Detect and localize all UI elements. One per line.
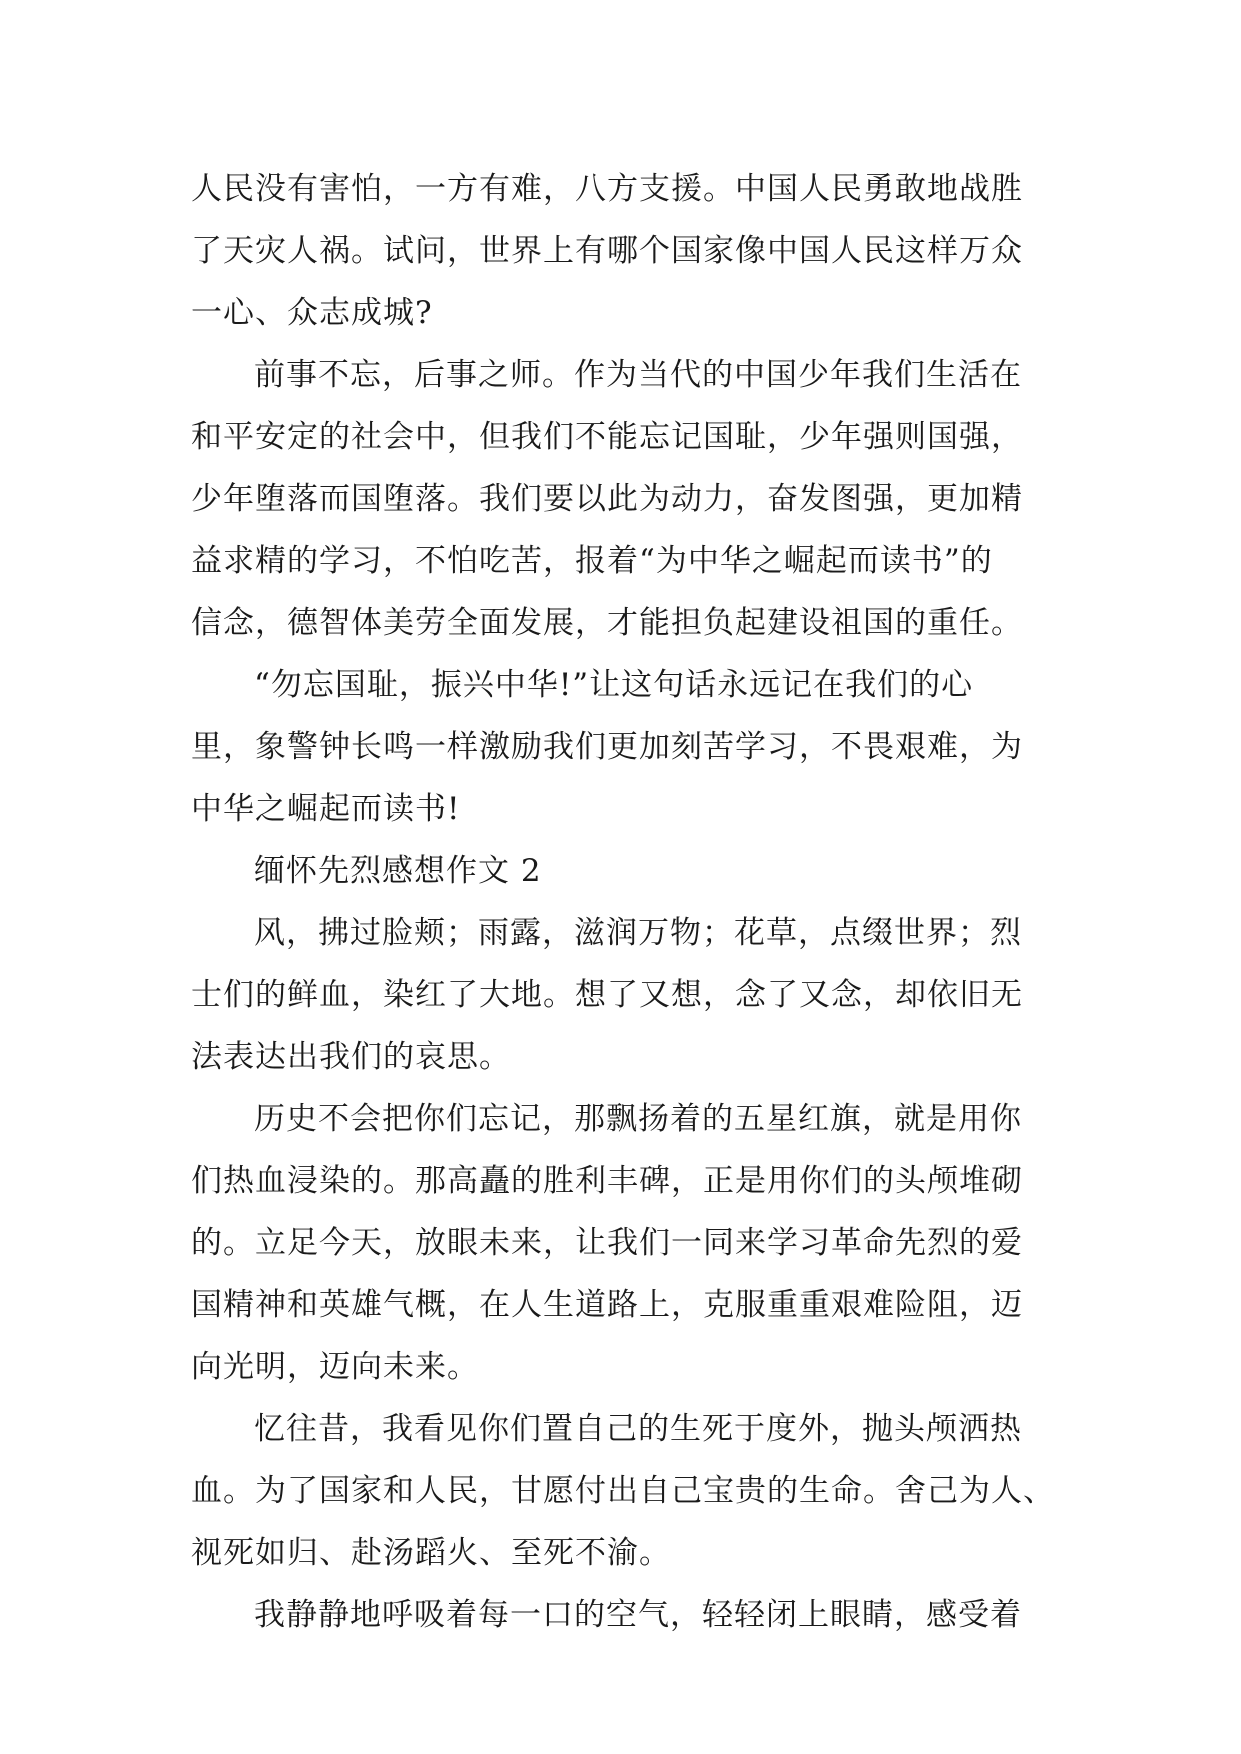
text-line: 的。立足今天，放眼未来，让我们一同来学习革命先烈的爱: [191, 1225, 1023, 1261]
text-line: 向光明，迈向未来。: [191, 1349, 479, 1385]
text-line: 里，象警钟长鸣一样激励我们更加刻苦学习，不畏艰难，为: [191, 729, 1023, 765]
text-line: 视死如归、赴汤蹈火、至死不渝。: [191, 1535, 671, 1571]
text-line: 前事不忘，后事之师。作为当代的中国少年我们生活在: [254, 357, 1022, 393]
text-line: 和平安定的社会中，但我们不能忘记国耻，少年强则国强，: [191, 419, 1023, 455]
text-line: 一心、众志成城?: [191, 295, 433, 331]
text-line: 们热血浸染的。那高矗的胜利丰碑，正是用你们的头颅堆砌: [191, 1163, 1023, 1199]
essay-body: [191, 158, 1061, 1646]
text-line: 忆往昔，我看见你们置自己的生死于度外，抛头颅洒热: [254, 1411, 1022, 1447]
text-line: 士们的鲜血，染红了大地。想了又想，念了又念，却依旧无: [191, 977, 1023, 1013]
text-line: 法表达出我们的哀思。: [191, 1039, 511, 1075]
text-line: 少年堕落而国堕落。我们要以此为动力，奋发图强，更加精: [191, 481, 1023, 517]
text-line: 了天灾人祸。试问，世界上有哪个国家像中国人民这样万众: [191, 233, 1023, 269]
text-line: 历史不会把你们忘记，那飘扬着的五星红旗，就是用你: [254, 1101, 1022, 1137]
text-line: 人民没有害怕，一方有难，八方支援。中国人民勇敢地战胜: [191, 171, 1023, 207]
text-line: 中华之崛起而读书!: [191, 791, 461, 827]
text-line: 益求精的学习，不怕吃苦，报着“为中华之崛起而读书”的: [191, 543, 993, 579]
text-line: “勿忘国耻，振兴中华!”让这句话永远记在我们的心: [254, 667, 974, 703]
section-heading: 缅怀先烈感想作文 2: [254, 853, 542, 889]
text-line: 我静静地呼吸着每一口的空气，轻轻闭上眼睛，感受着: [254, 1597, 1022, 1633]
text-line: 信念，德智体美劳全面发展，才能担负起建设祖国的重任。: [191, 605, 1023, 641]
text-line: 风，拂过脸颊；雨露，滋润万物；花草，点缀世界；烈: [254, 915, 1022, 951]
text-line: 国精神和英雄气概，在人生道路上，克服重重艰难险阻，迈: [191, 1287, 1023, 1323]
text-line: 血。为了国家和人民，甘愿付出自己宝贵的生命。舍己为人、: [191, 1473, 1055, 1509]
